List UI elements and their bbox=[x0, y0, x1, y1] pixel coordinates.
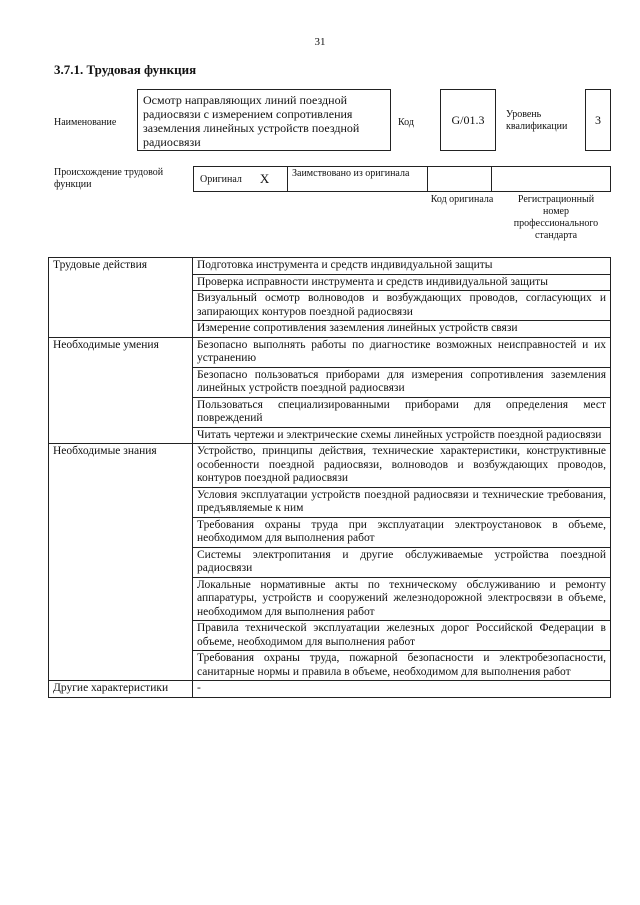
borrowed-label: Заимствовано из оригинала bbox=[288, 167, 428, 191]
level-label bbox=[506, 109, 582, 133]
item-cell: Визуальный осмотр волноводов и возбуждающих проводов, согласующих и запирающих контуров поездной радиосвязи bbox=[193, 291, 611, 321]
item-cell: Читать чертежи и электрические схемы линейных устройств поездной радиосвязи bbox=[193, 427, 611, 444]
item-cell: Требования охраны труда, пожарной безопасности и электробезопасности, санитарные нормы и правила в объеме, необходимом для выполнения работ bbox=[193, 651, 611, 681]
item-cell: Правила технической эксплуатации железных дорог Российской Федерации в объеме, необходимом для выполнения работ bbox=[193, 621, 611, 651]
origin-label: Происхождение трудовой функции bbox=[54, 167, 164, 190]
item-cell: - bbox=[193, 681, 611, 698]
category-cell: Другие характеристики bbox=[49, 681, 193, 698]
item-cell: Устройство, принципы действия, технические характеристики, конструктивные особенности поездной радиосвязи, волноводов и возбуждающих проводов, контуров поездной радиосвязи bbox=[193, 444, 611, 488]
category-cell: Трудовые действия bbox=[49, 258, 193, 338]
table-row bbox=[49, 444, 611, 488]
section-heading: 3.7.1. Трудовая функция bbox=[54, 62, 197, 77]
reg-number-cell bbox=[492, 167, 610, 191]
naming-label: Наименование bbox=[54, 117, 117, 128]
item-cell: Подготовка инструмента и средств индивидуальной защиты bbox=[193, 258, 611, 275]
original-mark: X bbox=[259, 171, 270, 186]
table-row bbox=[49, 258, 611, 275]
item-cell: Безопасно пользоваться приборами для измерения сопротивления заземления линейных устройств поездной радиосвязи bbox=[193, 367, 611, 397]
item-cell: Проверка исправности инструмента и средств индивидуальной защиты bbox=[193, 274, 611, 291]
code-value-box: G/01.3 bbox=[440, 89, 496, 151]
table-row bbox=[49, 337, 611, 367]
item-cell: Локальные нормативные акты по техническому обслуживанию и ремонту аппаратуры, устройств и сооружений железнодорожной электросвязи в объеме, необходимом для выполнения работ bbox=[193, 577, 611, 621]
code-original-label: Код оригинала bbox=[430, 194, 494, 205]
reg-number-label: Регистрационный номер профессионального стандарта bbox=[513, 194, 599, 241]
item-cell: Системы электропитания и другие обслуживаемые устройства поездной радиосвязи bbox=[193, 547, 611, 577]
item-cell: Безопасно выполнять работы по диагностике возможных неисправностей и их устранению bbox=[193, 337, 611, 367]
function-name-box: Осмотр направляющих линий поездной радиосвязи с измерением сопротивления заземления линейных устройств поездной радиосвязи bbox=[137, 89, 391, 151]
category-cell: Необходимые умения bbox=[49, 337, 193, 444]
code-label: Код bbox=[398, 117, 414, 128]
level-value-box: 3 bbox=[585, 89, 611, 151]
table-row bbox=[49, 681, 611, 698]
item-cell: Условия эксплуатации устройств поездной радиосвязи и технические требования, предъявляемые к ним bbox=[193, 487, 611, 517]
level-label-text: Уровень квалификации bbox=[506, 109, 568, 132]
code-original-cell bbox=[428, 167, 492, 191]
page-number: 31 bbox=[314, 36, 326, 48]
origin-table bbox=[193, 166, 611, 192]
original-label: Оригинал bbox=[200, 173, 242, 185]
item-cell: Требования охраны труда при эксплуатации электроустановок в объеме, необходимом для выполнения работ bbox=[193, 517, 611, 547]
labor-function-table bbox=[48, 257, 611, 698]
item-cell: Пользоваться специализированными приборами для определения мест повреждений bbox=[193, 397, 611, 427]
origin-original-cell bbox=[194, 167, 288, 191]
item-cell: Измерение сопротивления заземления линейных устройств связи bbox=[193, 321, 611, 338]
category-cell: Необходимые знания bbox=[49, 444, 193, 681]
